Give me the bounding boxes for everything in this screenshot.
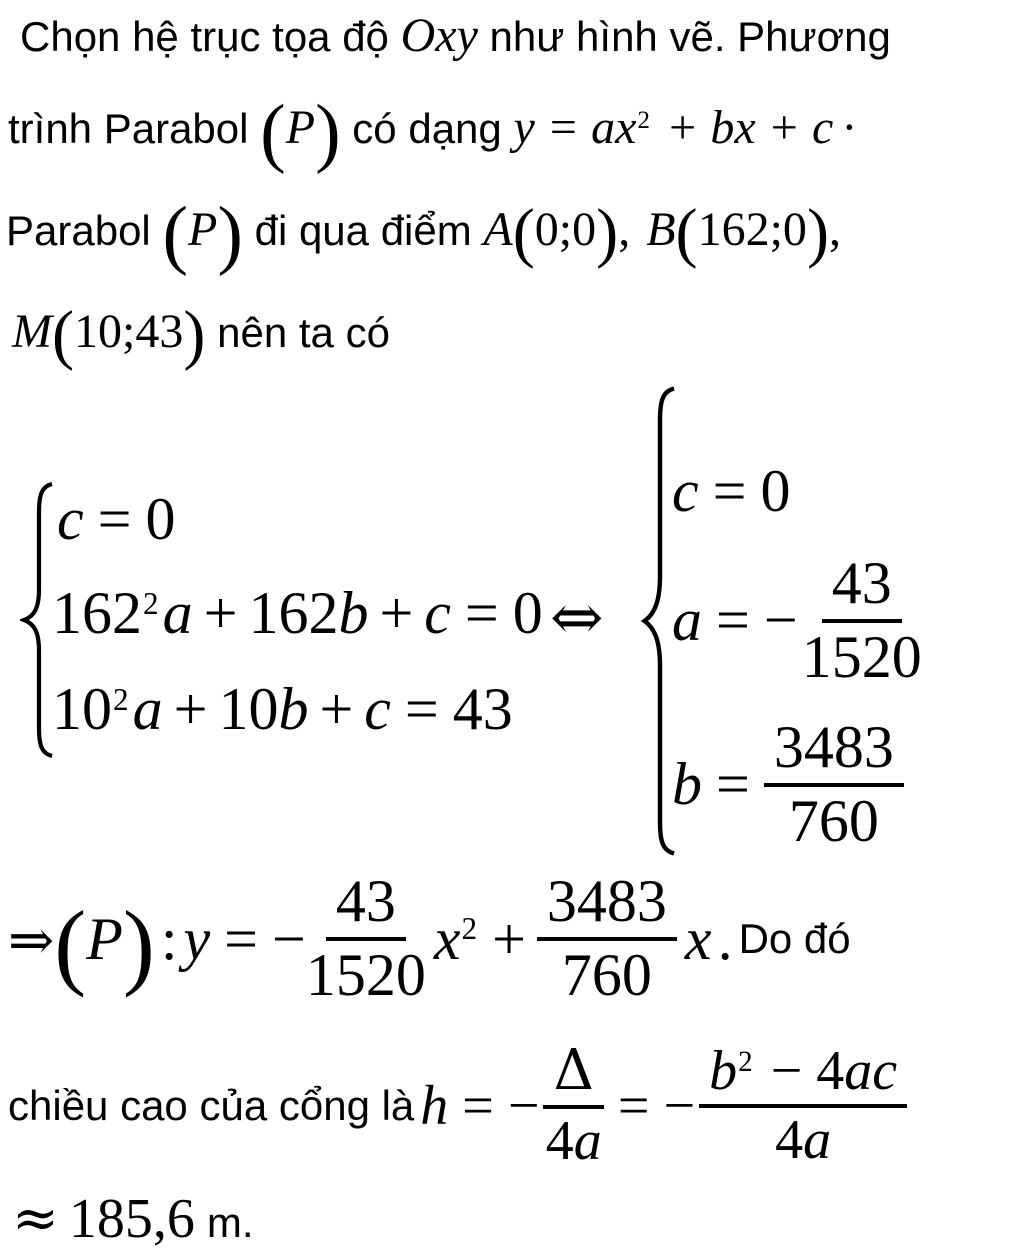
- minus: −: [663, 1075, 696, 1137]
- paragraph-line-2: [8, 89, 858, 175]
- point-a-value: 0;0: [534, 203, 597, 256]
- superscript-2: 2: [143, 585, 159, 621]
- point-m-label: M: [12, 305, 52, 358]
- plus: +: [203, 580, 238, 646]
- math-num: 162: [52, 580, 142, 646]
- math-var: c: [672, 458, 699, 524]
- fraction-numerator: 3483: [537, 870, 677, 941]
- iff-arrow: ⇔: [550, 581, 604, 655]
- math-num: 4: [545, 1109, 574, 1172]
- math-var: a: [162, 580, 193, 646]
- equation-row: [52, 676, 513, 742]
- math-num: 10: [218, 676, 279, 742]
- fraction-denominator: 760: [561, 942, 652, 1008]
- math-run: [426, 905, 537, 974]
- fraction-numerator: 43: [822, 552, 902, 623]
- fraction-denominator: 1520: [801, 623, 922, 690]
- superscript-2: 2: [637, 106, 650, 134]
- fraction-numerator: [543, 1038, 603, 1108]
- fraction-denominator: 1520: [305, 942, 426, 1008]
- right-paren: ): [183, 298, 206, 372]
- math-num: 4: [775, 1109, 804, 1171]
- math-var: b: [338, 580, 369, 646]
- cdot: ·: [841, 101, 858, 154]
- text-run: Do đó: [738, 915, 851, 962]
- left-paren: (: [260, 89, 286, 175]
- left-paren: (: [162, 191, 189, 277]
- equation-row: [672, 458, 790, 524]
- math-var: c: [424, 580, 451, 646]
- text-run: đi qua điểm: [242, 207, 484, 254]
- comma: ,: [829, 203, 841, 256]
- math-var: c: [57, 486, 84, 552]
- math-oxy: Oxy: [400, 9, 478, 62]
- equation-row: [672, 716, 904, 853]
- point-b-value: 162;0: [697, 203, 807, 256]
- result-line: [12, 1186, 254, 1248]
- math-var: a: [672, 587, 702, 654]
- right-paren: ): [122, 890, 155, 998]
- paragraph-line-3: [6, 191, 841, 277]
- math-num: 0: [760, 458, 791, 524]
- fraction: [802, 552, 922, 689]
- math-run: [8, 890, 306, 998]
- math-var: b: [709, 1039, 738, 1102]
- superscript-2: 2: [738, 1045, 753, 1078]
- math-var: a: [803, 1109, 832, 1171]
- left-paren: (: [512, 196, 535, 270]
- colon: :: [160, 905, 178, 972]
- text-run: nên ta có: [205, 309, 390, 356]
- math-var: x: [684, 905, 712, 972]
- fraction: [306, 870, 426, 1007]
- fraction-denominator: 760: [788, 787, 879, 854]
- math-var: b: [278, 676, 309, 742]
- right-paren: ): [315, 89, 341, 175]
- superscript-2: 2: [113, 681, 129, 717]
- system-brace-left: [20, 482, 54, 758]
- fraction-denominator: [775, 1108, 831, 1170]
- text-run: như hình vẽ. Phương: [477, 13, 891, 60]
- equals: =: [224, 905, 258, 972]
- text-run: trình Parabol: [8, 105, 261, 152]
- math-var: y: [183, 905, 211, 972]
- math-num: 0: [145, 486, 176, 552]
- text-run: Chọn hệ trục tọa độ: [20, 13, 401, 60]
- math-var-p: P: [285, 101, 316, 154]
- math-expr: + bx + c: [653, 101, 834, 154]
- point-m-value: 10;43: [74, 305, 184, 358]
- equals: =: [617, 1075, 650, 1137]
- minus: −: [272, 905, 306, 972]
- fraction-denominator: [546, 1109, 602, 1171]
- math-run: [677, 905, 739, 974]
- math-var: b: [672, 751, 702, 818]
- math-expr: y = ax: [513, 101, 637, 154]
- text-run: chiều cao của cổng là: [8, 1082, 415, 1129]
- equals: =: [404, 676, 439, 742]
- equals: =: [464, 580, 499, 646]
- result-value: 185,6: [68, 1188, 195, 1248]
- paragraph-line-4: [12, 298, 390, 372]
- fraction: [537, 870, 677, 1007]
- implies-arrow: ⇒: [8, 908, 55, 973]
- minus: −: [763, 587, 798, 654]
- plus: +: [492, 905, 526, 972]
- minus: −: [507, 1075, 540, 1137]
- text-run: có dạng: [340, 105, 514, 152]
- equals: =: [712, 458, 747, 524]
- fraction-numerator: 3483: [764, 716, 904, 787]
- paragraph-line-1: [20, 8, 891, 63]
- result-unit: m.: [206, 1199, 254, 1246]
- plus: +: [319, 676, 354, 742]
- math-var: c: [364, 676, 391, 742]
- equals: =: [716, 751, 750, 818]
- text-run: Parabol: [6, 207, 163, 254]
- equation-row: [672, 552, 922, 689]
- minus: −: [756, 1039, 817, 1102]
- point-a-label: A: [483, 203, 513, 256]
- comma: ,: [618, 203, 631, 256]
- fraction-numerator: 43: [326, 870, 406, 941]
- implies-line: [8, 866, 851, 1012]
- plus: +: [173, 676, 208, 742]
- math-num: 43: [452, 676, 513, 742]
- left-paren: (: [51, 298, 75, 372]
- math-var: a: [132, 676, 163, 742]
- math-run: [604, 1074, 699, 1138]
- height-line: [8, 1032, 907, 1180]
- math-var: x: [433, 905, 461, 972]
- math-var-p: P: [86, 905, 123, 972]
- fraction: [764, 716, 904, 853]
- point-b-label: B: [646, 203, 676, 256]
- left-paren: (: [54, 890, 87, 998]
- approx-symbol: ≈: [12, 1186, 59, 1248]
- math-num: 162: [248, 580, 339, 646]
- equals: =: [97, 486, 132, 552]
- delta-symbol: Δ: [553, 1038, 594, 1104]
- right-paren: ): [806, 196, 829, 270]
- math-var-p: P: [188, 203, 218, 256]
- equation-row: [57, 486, 175, 552]
- right-paren: ): [217, 191, 243, 277]
- math-num: 4: [816, 1039, 845, 1102]
- equals: =: [462, 1075, 494, 1137]
- right-paren: ): [596, 196, 619, 270]
- period: .: [717, 905, 733, 972]
- fraction: [543, 1038, 603, 1172]
- fraction: [699, 1039, 907, 1171]
- plus: +: [379, 580, 414, 646]
- math-num: 0: [512, 580, 543, 646]
- math-num: 10: [52, 676, 112, 742]
- fraction-numerator: [699, 1039, 907, 1108]
- left-paren: (: [675, 196, 698, 270]
- equation-row: [52, 580, 543, 646]
- math-var: a: [573, 1109, 602, 1172]
- superscript-2: 2: [461, 911, 478, 947]
- math-run: [414, 1074, 543, 1138]
- math-var: ac: [844, 1039, 898, 1102]
- system-brace-right: [640, 386, 676, 856]
- equals: =: [716, 587, 750, 654]
- math-var-h: h: [420, 1075, 449, 1137]
